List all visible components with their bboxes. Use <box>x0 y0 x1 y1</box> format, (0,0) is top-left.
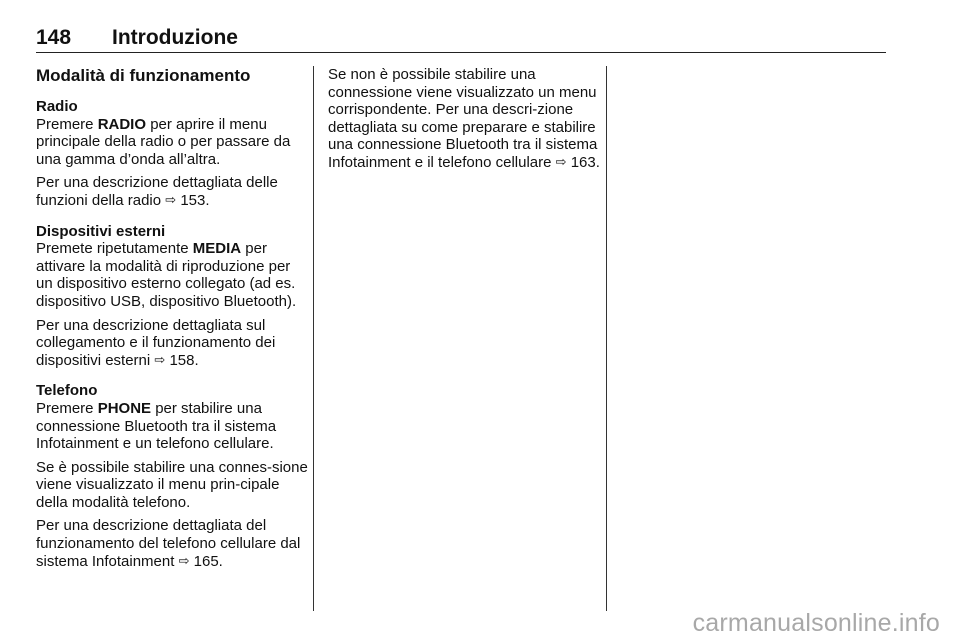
phone-paragraph-3 <box>36 517 308 570</box>
radio-block <box>36 98 308 210</box>
reference-arrow-icon: ⇨ <box>165 191 177 207</box>
radio-paragraph-1 <box>36 116 308 169</box>
radio-text-a: Premere <box>36 115 98 133</box>
phone-page-ref[interactable]: 165. <box>193 552 223 570</box>
page-number: 148 <box>36 26 72 49</box>
external-text-b: per attivare la modalità di riproduzione per un dispositivo esterno collegato (ad es. dispositivo USB, dispositivo Bluetooth). <box>36 240 297 310</box>
reference-arrow-icon: ⇨ <box>178 552 190 568</box>
external-page-ref[interactable]: 158. <box>169 351 199 369</box>
external-devices-heading: Dispositivi esterni <box>36 222 166 240</box>
reference-arrow-icon: ⇨ <box>154 351 166 367</box>
radio-key-label: RADIO <box>97 115 147 133</box>
column-divider-right <box>606 66 607 611</box>
radio-page-ref[interactable]: 153. <box>180 191 210 209</box>
external-ref-text: Per una descrizione dettagliata sul collegamento e il funzionamento dei dispositivi esterni <box>36 316 276 369</box>
phone-paragraph-1 <box>36 400 308 453</box>
phone-text-b: per stabilire una connessione Bluetooth tra il sistema Infotainment e un telefono cellulare. <box>36 399 277 453</box>
chapter-title: Introduzione <box>112 26 238 49</box>
radio-text-b: per aprire il menu principale della radio o per passare da una gamma d’onda all’altra. <box>36 115 291 168</box>
media-key-label: MEDIA <box>192 240 242 258</box>
external-paragraph-1 <box>36 240 308 310</box>
reference-arrow-icon: ⇨ <box>555 153 567 169</box>
connection-text: Se non è possibile stabilire una connessione viene visualizzato un menu corrispondente. Per una descri-zione dettagliata su come preparare e stabilire una connessione Bluetooth tra il sistema Infotainment e il telefono cellulare <box>328 66 598 171</box>
column-left <box>36 66 308 583</box>
external-paragraph-2 <box>36 317 308 370</box>
watermark: carmanualsonline.info <box>692 609 940 637</box>
column-divider-left <box>313 66 314 611</box>
page-header <box>36 26 886 53</box>
radio-heading: Radio <box>36 98 78 115</box>
connection-page-ref[interactable]: 163. <box>570 153 600 171</box>
radio-paragraph-2 <box>36 174 308 209</box>
phone-block <box>36 382 308 570</box>
external-text-a: Premete ripetutamente <box>36 240 193 258</box>
column-middle <box>328 66 600 178</box>
external-devices-block <box>36 223 308 370</box>
section-title: Modalità di funzionamento <box>36 66 251 85</box>
phone-heading: Telefono <box>36 382 98 400</box>
phone-text-a: Premere <box>36 399 98 417</box>
phone-ref-text: Per una descrizione dettagliata del funzionamento del telefono cellulare dal sistema Infotainment <box>36 517 301 570</box>
connection-paragraph <box>328 66 600 172</box>
phone-key-label: PHONE <box>97 399 152 417</box>
phone-paragraph-2: Se è possibile stabilire una connes-sione viene visualizzato il menu prin-cipale della modalità telefono. <box>36 458 308 511</box>
radio-ref-text: Per una descrizione dettagliata delle funzioni della radio <box>36 174 278 209</box>
